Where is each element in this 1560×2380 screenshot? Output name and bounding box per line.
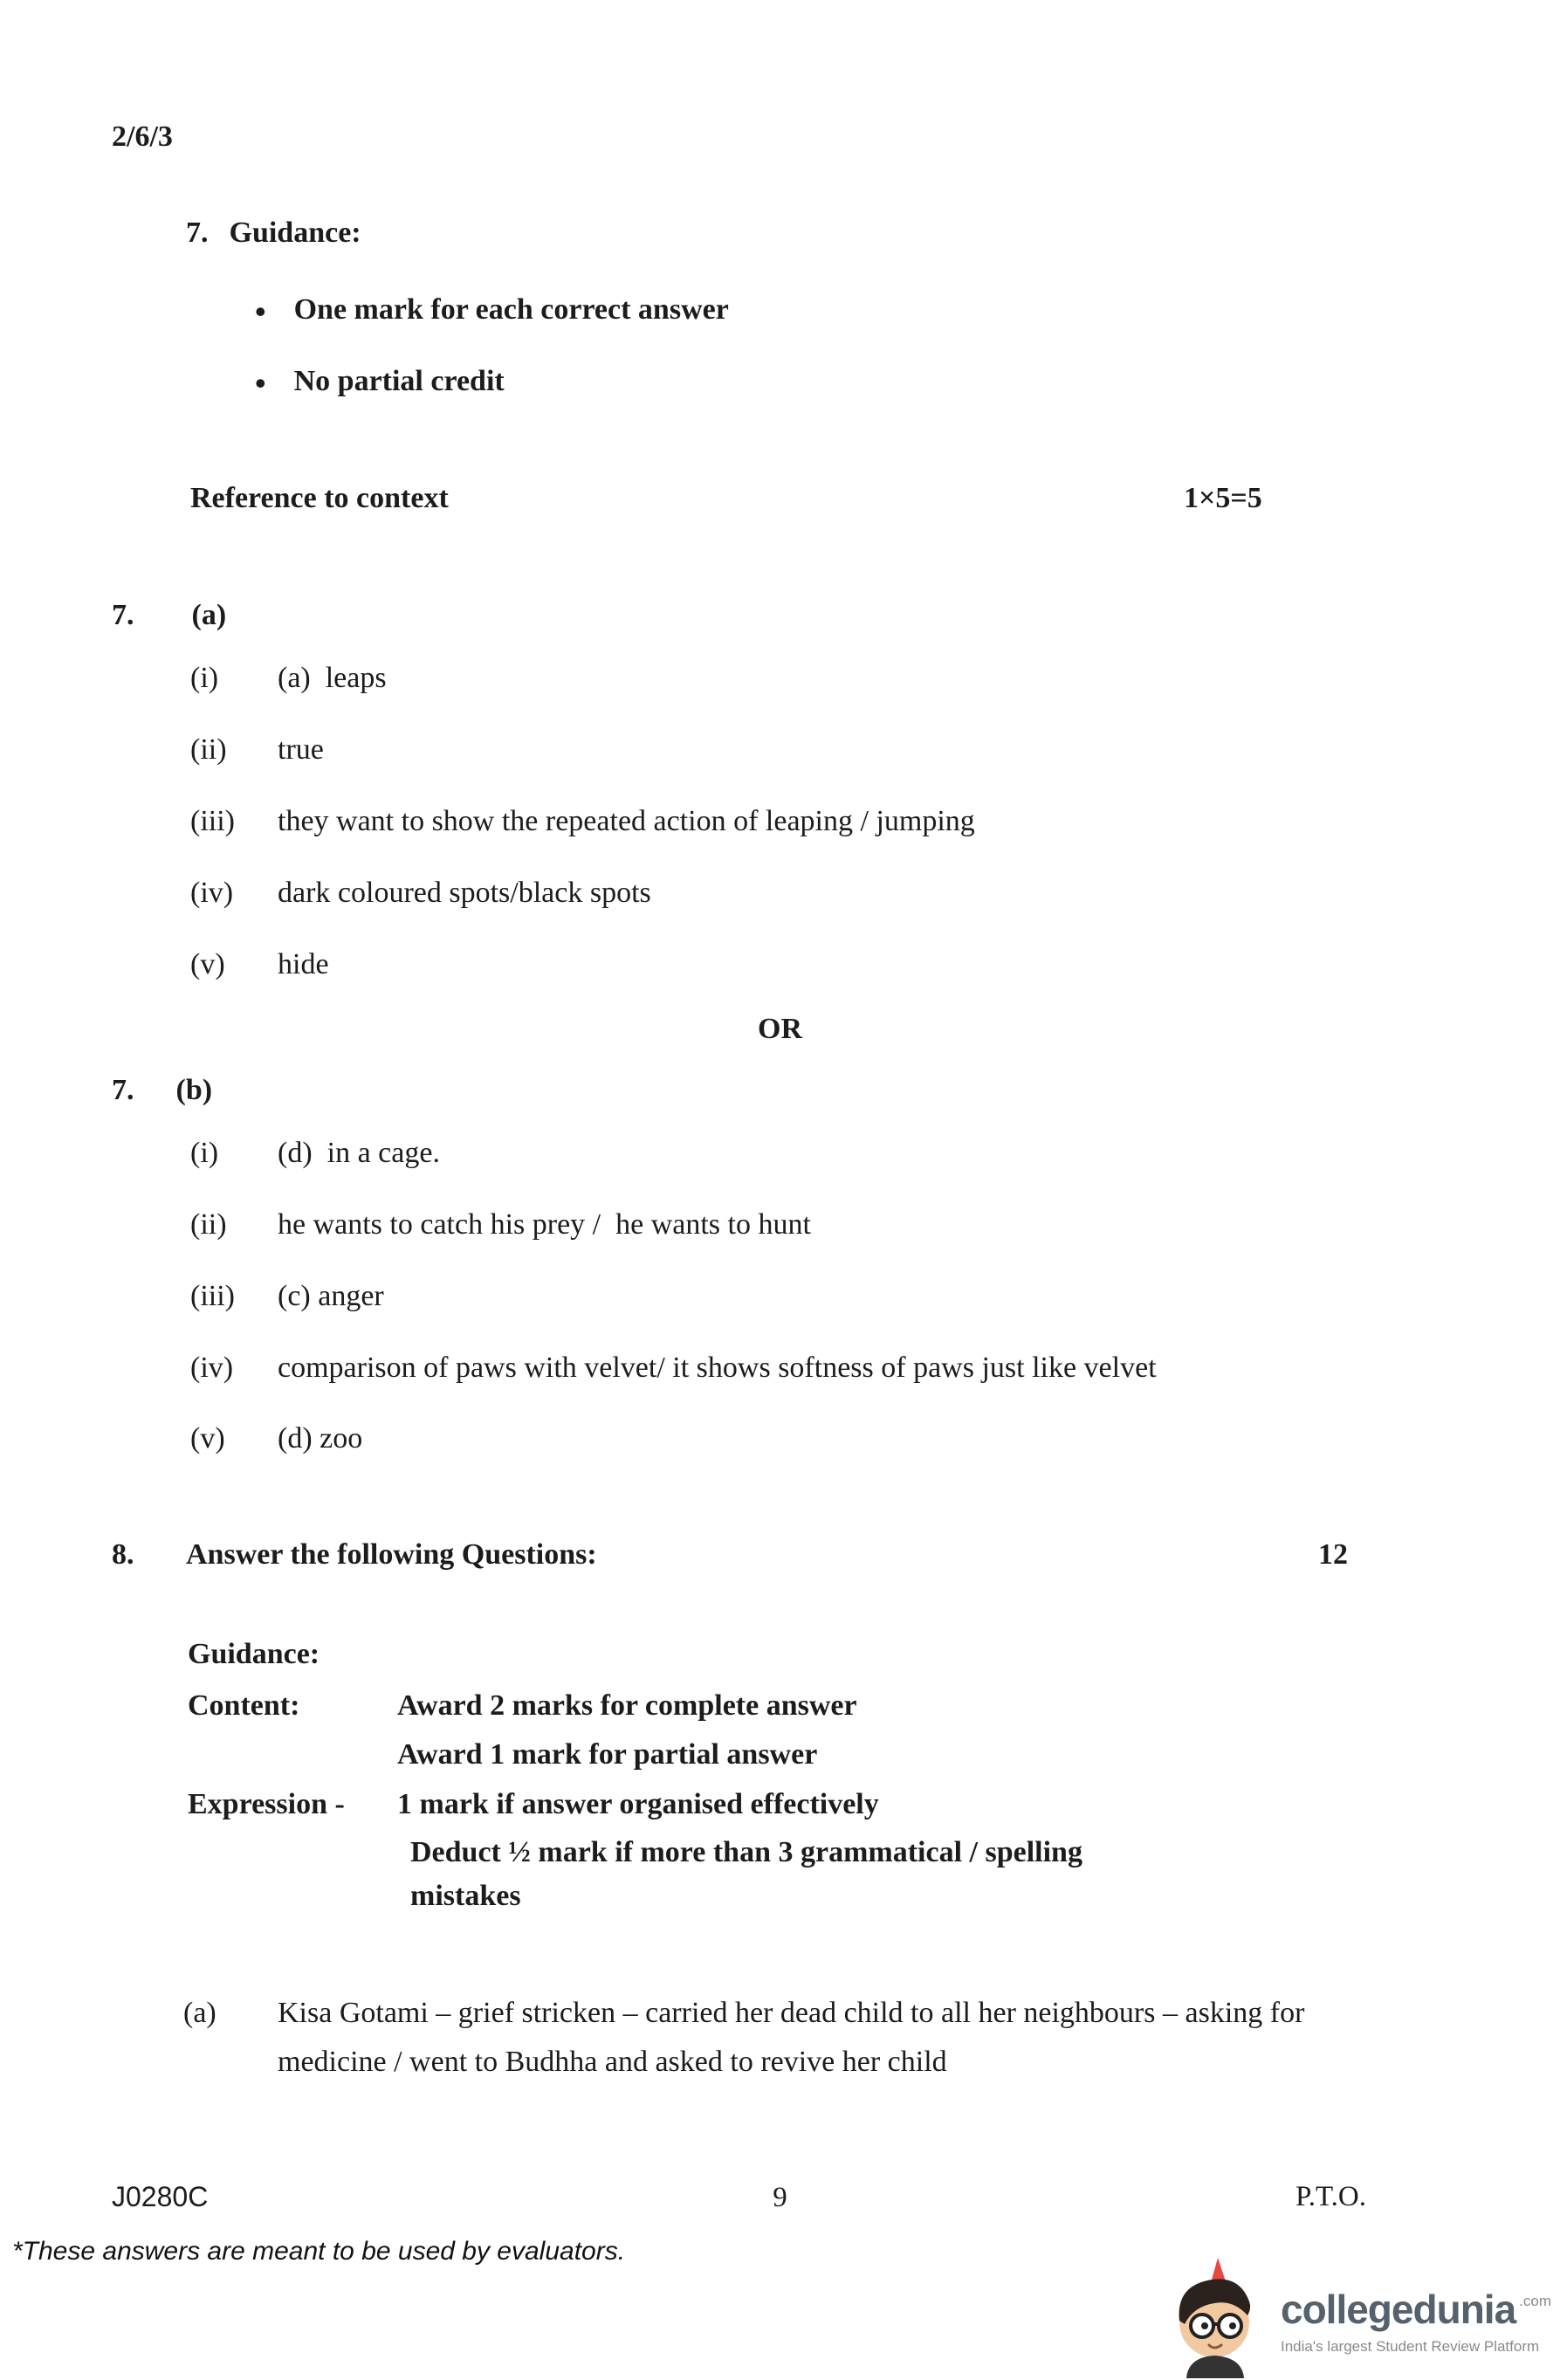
q7a-item-i <box>190 660 387 696</box>
guidance7-bullet-1 <box>255 293 729 330</box>
bullet-icon <box>255 293 266 330</box>
brand-tagline: India's largest Student Review Platform <box>1280 2337 1540 2355</box>
guidance-row-label: Content: <box>188 1689 300 1722</box>
guidance-row-text: mistakes <box>410 1880 521 1912</box>
question-part: (a) <box>191 599 227 631</box>
guidance-row-label: Expression - <box>188 1788 345 1820</box>
q7b-heading <box>112 1074 212 1107</box>
question-number: 7. <box>112 1074 134 1106</box>
brand-name: collegedunia <box>1280 2286 1516 2332</box>
q7a-item-iv <box>190 875 651 911</box>
item-numeral: (i) <box>190 662 219 694</box>
q7b-item-ii <box>190 1207 811 1242</box>
mascot-icon <box>1164 2258 1268 2380</box>
item-numeral: (ii) <box>190 1208 227 1241</box>
question-number: 7. <box>186 217 209 249</box>
item-text: (c) anger <box>278 1280 384 1312</box>
q8-guidance-row <box>188 1879 521 1915</box>
q7a-heading <box>112 599 226 632</box>
footer-doc-id: J0280C <box>112 2181 209 2212</box>
bullet-icon <box>255 365 266 402</box>
item-numeral: (iii) <box>190 805 235 837</box>
q7a-item-v <box>190 946 329 982</box>
guidance-row-text: 1 mark if answer organised effectively <box>397 1788 879 1820</box>
q8-guidance-row-content <box>188 1689 857 1724</box>
q8-guidance-row <box>188 1737 817 1773</box>
q7b-item-i <box>190 1135 440 1171</box>
item-text: hide <box>278 948 329 980</box>
item-text: comparison of paws with velvet/ it shows softness of paws just like velvet <box>278 1352 1157 1384</box>
item-text: true <box>278 733 324 766</box>
q7b-item-iii <box>190 1278 384 1314</box>
guidance7-heading <box>186 217 361 250</box>
question-number: 7. <box>112 599 134 631</box>
guidance-row-text: Award 2 marks for complete answer <box>397 1689 857 1722</box>
question-title: Answer the following Questions: <box>186 1538 597 1571</box>
answer-label: (a) <box>183 1997 216 2029</box>
q7b-item-iv <box>190 1350 1157 1386</box>
page-footer <box>0 2181 1560 2214</box>
guidance7-bullet-2 <box>255 365 505 402</box>
item-numeral: (iii) <box>190 1280 235 1312</box>
q7b-item-v <box>190 1420 362 1456</box>
bullet-text: One mark for each correct answer <box>293 293 729 326</box>
question-marks: 12 <box>1318 1538 1348 1571</box>
q8-answer-a <box>183 1989 1360 2088</box>
item-numeral: (ii) <box>190 733 227 766</box>
reference-marks: 1×5=5 <box>1184 482 1262 514</box>
q7a-item-ii <box>190 732 324 767</box>
logo-text <box>1280 2286 1551 2356</box>
question-part: (b) <box>175 1074 213 1106</box>
evaluator-note: *These answers are meant to be used by evaluators. <box>12 2237 626 2266</box>
guidance-row-text: Award 1 mark for partial answer <box>397 1738 818 1771</box>
item-numeral: (i) <box>190 1137 219 1169</box>
guidance-row-label <box>188 1737 397 1773</box>
answer-text: Kisa Gotami – grief stricken – carried her dead child to all her neighbours – asking for medicine / went to Budhha and asked to revive her child <box>278 1997 1312 2079</box>
doc-code: 2/6/3 <box>112 120 173 153</box>
question-number: 8. <box>112 1538 134 1571</box>
guidance-row-label <box>201 1835 410 1871</box>
q8-guidance-label: Guidance: <box>188 1638 320 1670</box>
q8-guidance-row <box>188 1835 1082 1871</box>
guidance-label: Guidance: <box>229 217 361 249</box>
guidance-row-label <box>201 1879 410 1915</box>
pto-label: P.T.O. <box>1295 2181 1366 2212</box>
or-divider: OR <box>758 1013 802 1045</box>
collegedunia-logo <box>1164 2258 1551 2380</box>
item-numeral: (v) <box>190 1422 225 1455</box>
guidance-row-text: Deduct ½ mark if more than 3 grammatical / spelling <box>410 1836 1082 1868</box>
item-text: he wants to catch his prey / he wants to hunt <box>278 1208 811 1241</box>
item-numeral: (iv) <box>190 877 234 909</box>
item-text: dark coloured spots/black spots <box>278 877 651 909</box>
item-numeral: (v) <box>190 948 225 980</box>
reference-label: Reference to context <box>190 482 449 514</box>
item-numeral: (iv) <box>190 1352 234 1384</box>
q7a-item-iii <box>190 803 975 839</box>
item-text: (a) leaps <box>278 662 387 694</box>
brand-domain: .com <box>1519 2292 1551 2309</box>
q8-guidance-row-expression <box>188 1787 879 1823</box>
item-text: (d) zoo <box>278 1422 363 1455</box>
item-text: (d) in a cage. <box>278 1137 440 1169</box>
bullet-text: No partial credit <box>293 365 505 397</box>
page-number: 9 <box>773 2182 787 2213</box>
item-text: they want to show the repeated action of leaping / jumping <box>278 805 975 837</box>
